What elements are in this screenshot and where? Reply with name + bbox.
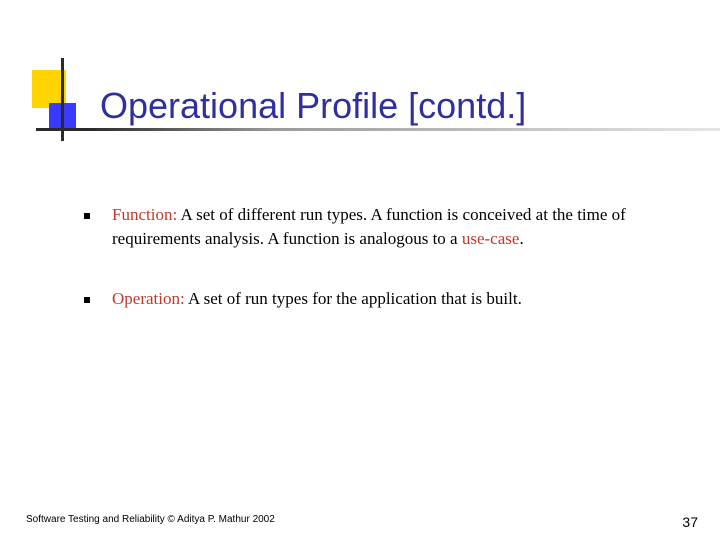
page-number: 37 bbox=[682, 514, 698, 530]
bullet-text: A set of different run types. A function is conceived at the time of requirements analysis. A function is analogous to a bbox=[112, 205, 626, 248]
bullet-marker bbox=[84, 213, 90, 219]
bullet-item-function bbox=[112, 203, 692, 251]
title-divider bbox=[36, 128, 720, 131]
bullet-term: Function: bbox=[112, 205, 178, 224]
bullet-text-end: . bbox=[519, 229, 524, 248]
bullet-item-operation bbox=[112, 287, 692, 311]
footer-credit: Software Testing and Reliability © Aditya P. Mathur 2002 bbox=[26, 514, 275, 525]
bullet-text: A set of run types for the application that is built. bbox=[184, 289, 522, 308]
bullet-highlight: use-case bbox=[461, 229, 520, 248]
slide-title: Operational Profile [contd.] bbox=[100, 85, 527, 126]
bullet-marker bbox=[84, 297, 90, 303]
bullet-term: Operation: bbox=[112, 289, 185, 308]
